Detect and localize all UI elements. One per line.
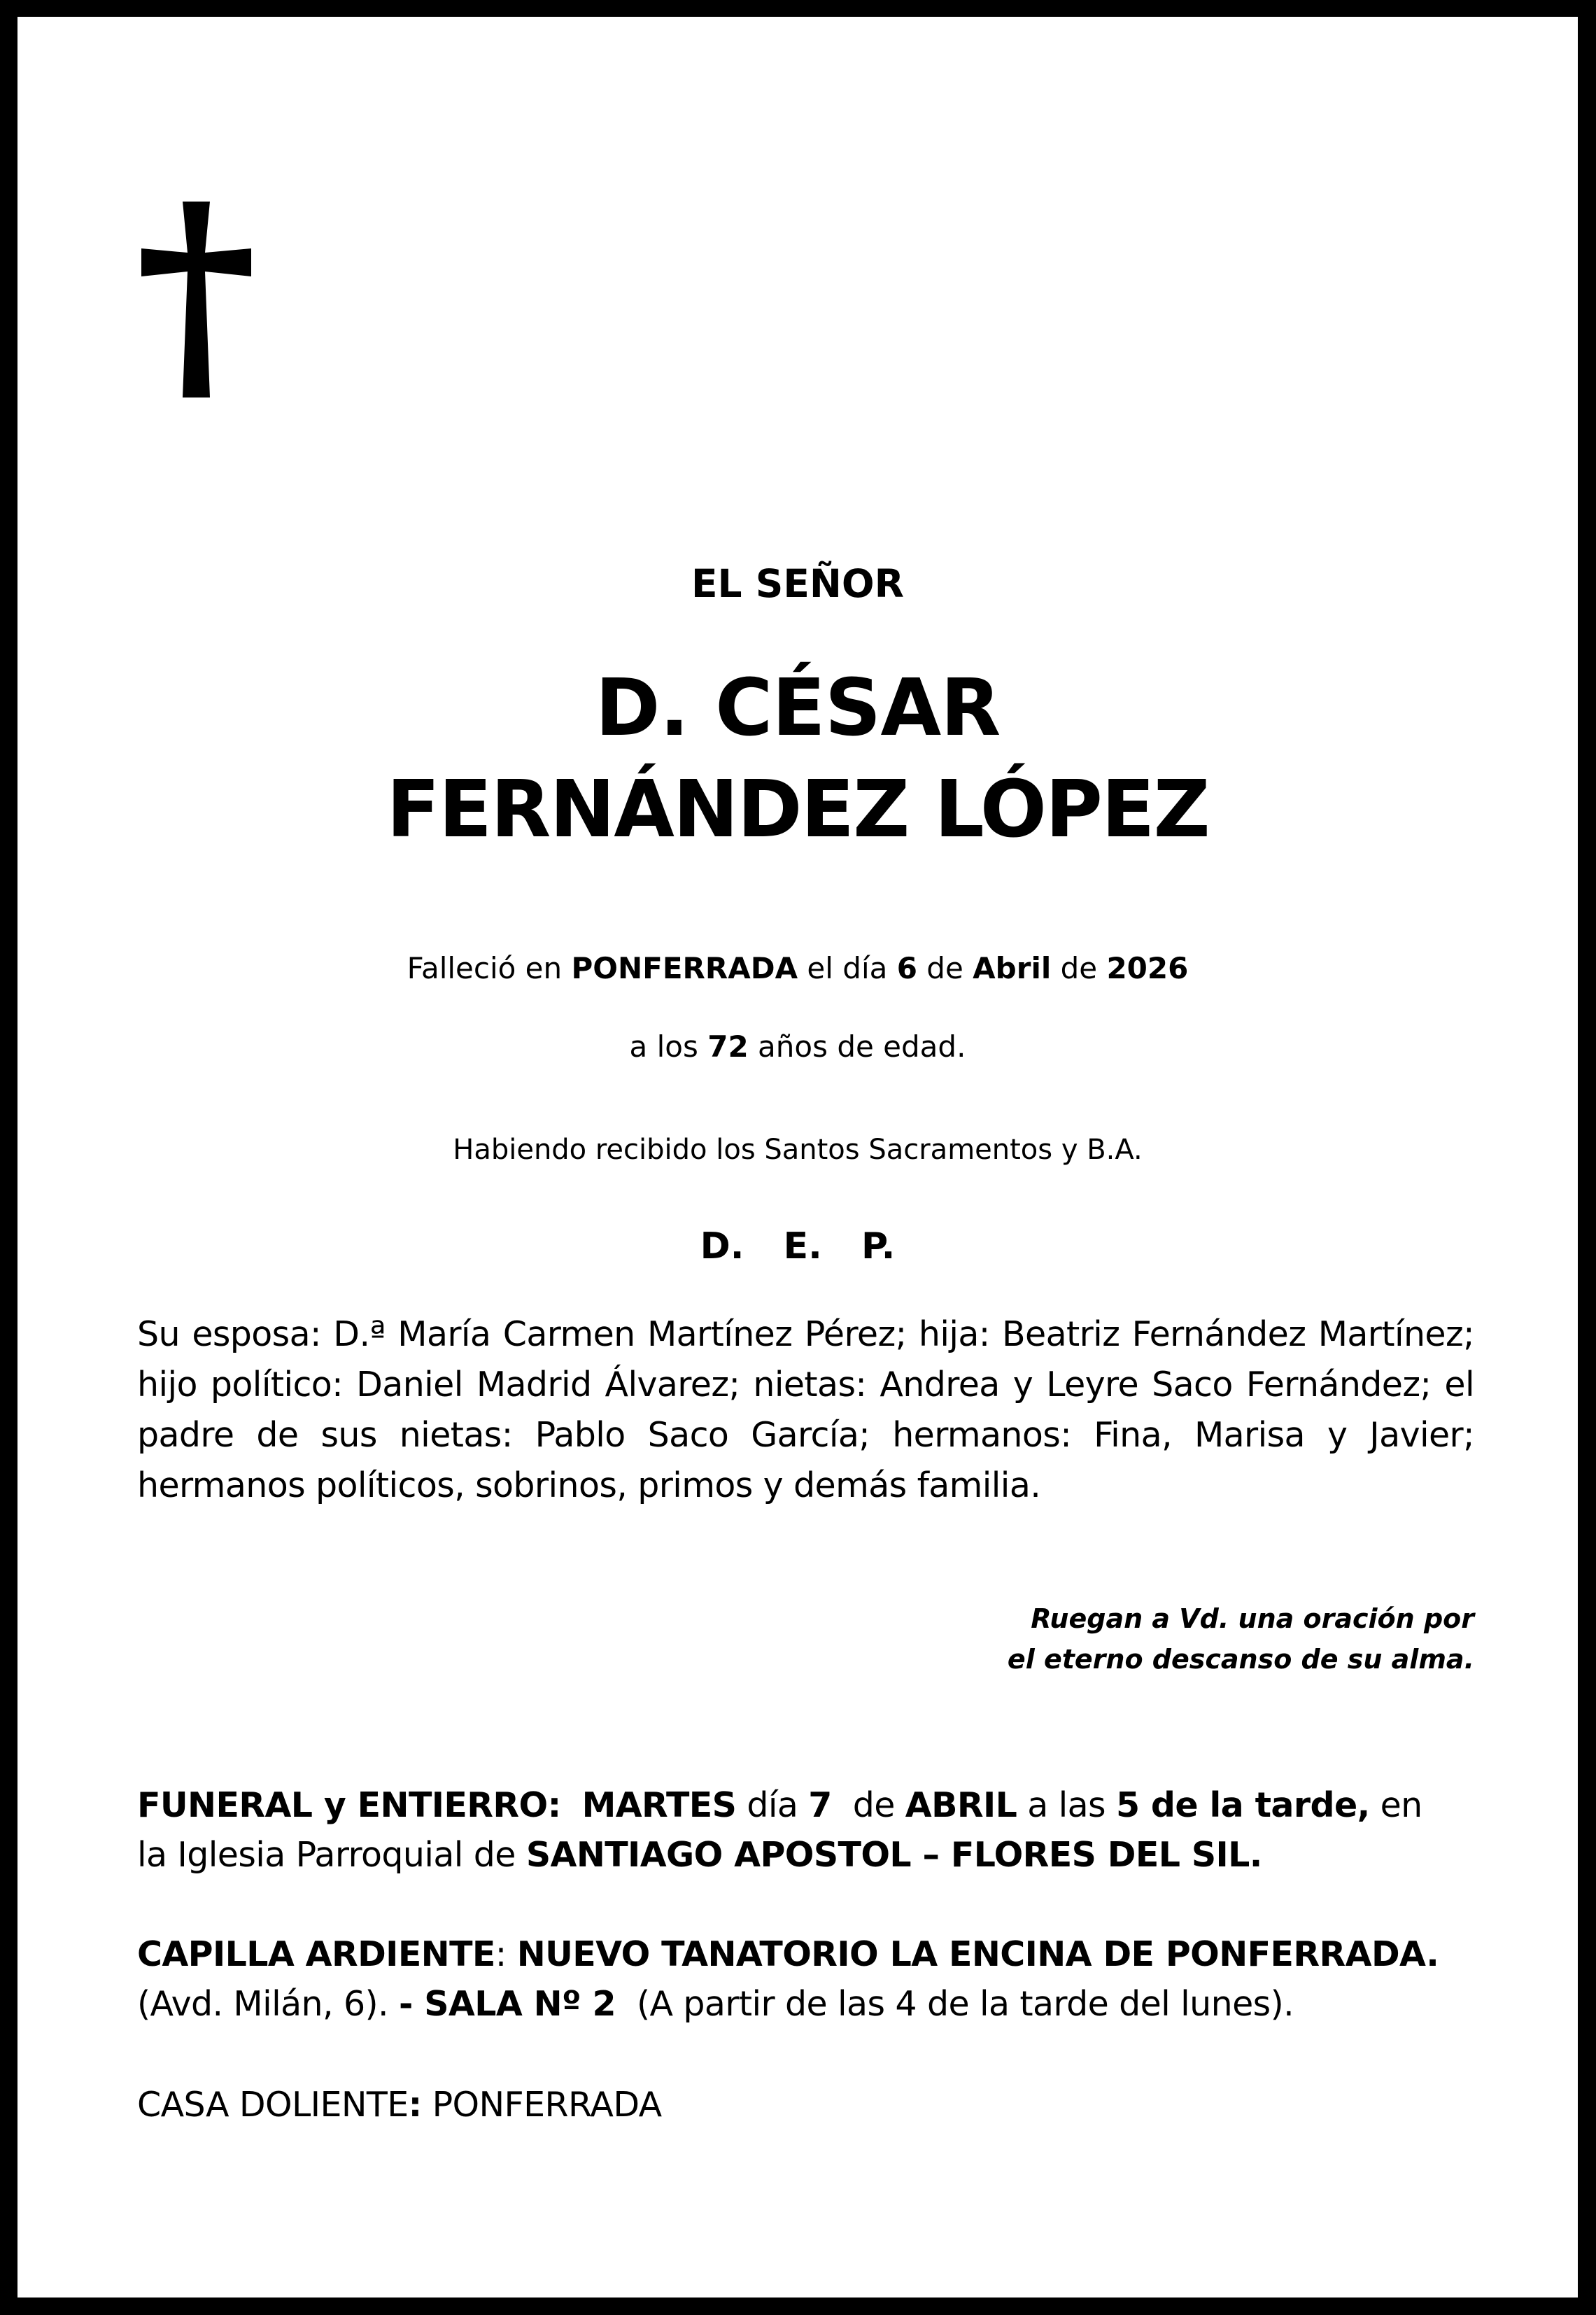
chapel-colon: : [495, 1934, 507, 1974]
mourning-house-colon: : [408, 2085, 422, 2125]
death-text: de [1051, 951, 1107, 985]
death-prefix: Falleció en [407, 951, 572, 985]
funeral-month: ABRIL [905, 1785, 1017, 1825]
mourning-house-line [137, 2080, 1509, 2130]
prayer-line-1: Ruegan a Vd. una oración por [1031, 1603, 1474, 1634]
chapel-line-2 [137, 1979, 1509, 2029]
death-text: el día [798, 951, 897, 985]
funeral-day: 7 [808, 1785, 832, 1825]
death-month: Abril [973, 951, 1052, 985]
prayer-request [787, 1598, 1474, 1680]
prayer-line-2: el eterno descanso de su alma. [1007, 1644, 1474, 1675]
chapel-details [137, 1929, 1509, 2029]
mourning-house-place: PONFERRADA [421, 2085, 662, 2125]
chapel-address: (Avd. Milán, 6). [137, 1984, 400, 2024]
chapel-line-1 [137, 1929, 1509, 1979]
death-year: 2026 [1106, 951, 1189, 985]
obituary-page [17, 17, 1578, 2298]
dep-abbreviation: D. E. P. [700, 1225, 896, 1267]
funeral-weekday: MARTES [581, 1785, 737, 1825]
chapel-schedule: (A partir de las 4 de la tarde del lunes). [616, 1984, 1294, 2024]
funeral-text: la Iglesia Parroquial de [137, 1835, 526, 1875]
funeral-line-2 [137, 1830, 1509, 1880]
funeral-details [137, 1780, 1509, 1880]
intro-title: EL SEÑOR [691, 561, 905, 606]
chapel-room: - SALA Nº 2 [399, 1984, 616, 2024]
funeral-text: en [1369, 1785, 1422, 1825]
death-statement [17, 948, 1578, 990]
funeral-text: a las [1017, 1785, 1116, 1825]
funeral-church: SANTIAGO APOSTOL – FLORES DEL SIL. [525, 1835, 1262, 1875]
latin-cross-icon [141, 202, 253, 397]
family-list: Su esposa: D.ª María Carmen Martínez Pérez; hija: Beatriz Fernández Martínez; hijo político: Daniel Madrid Álvarez; nietas: Andrea y Leyre Saco Fernández; el padre de sus nietas: Pablo Saco García; hermanos: Fina, Marisa y Javier; hermanos políticos, sobrinos, primos y demás familia. [137, 1314, 1474, 1505]
chapel-place: NUEVO TANATORIO LA ENCINA DE PONFERRADA. [516, 1934, 1439, 1974]
deceased-name-line2: FERNÁNDEZ LÓPEZ [386, 764, 1209, 855]
age-suffix: años de edad. [758, 1029, 966, 1064]
funeral-time: 5 de la tarde, [1115, 1785, 1370, 1825]
age-value: 72 [707, 1029, 749, 1064]
age-prefix: a los [629, 1029, 708, 1064]
mourning-house-label: CASA DOLIENTE [137, 2085, 409, 2125]
mourning-house [137, 2080, 1509, 2130]
chapel-label: CAPILLA ARDIENTE [137, 1934, 495, 1974]
funeral-text: de [831, 1785, 905, 1825]
sacraments-statement: Habiendo recibido los Santos Sacramentos y B.A. [453, 1134, 1143, 1166]
funeral-text: día [736, 1785, 809, 1825]
age-statement [17, 1026, 1578, 1068]
deceased-name-line1: D. CÉSAR [595, 663, 1001, 754]
funeral-label: FUNERAL y ENTIERRO: [137, 1785, 561, 1825]
death-place: PONFERRADA [571, 951, 798, 985]
death-day: 6 [896, 951, 917, 985]
death-text: de [917, 951, 973, 985]
funeral-line-1 [137, 1780, 1509, 1830]
